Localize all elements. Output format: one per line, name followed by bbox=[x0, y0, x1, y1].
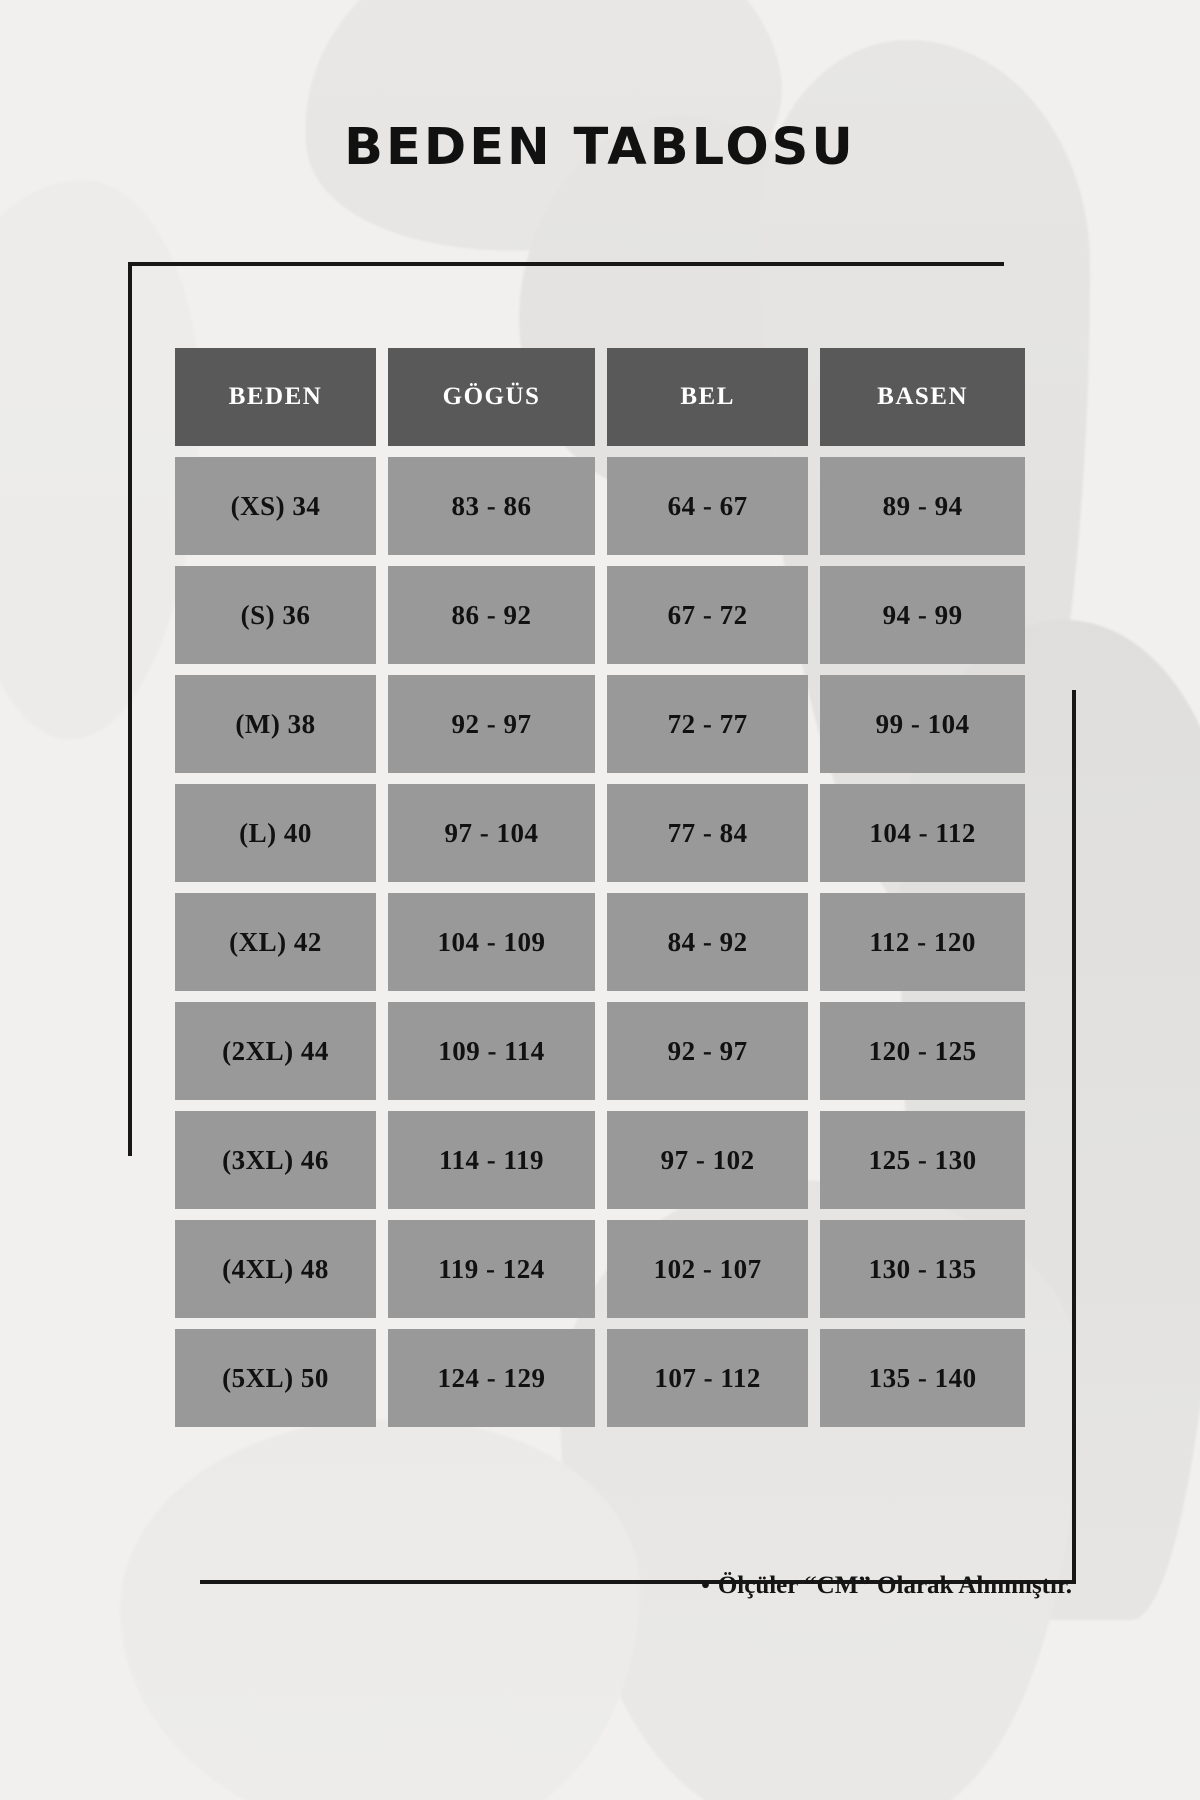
cell-chest: 119 - 124 bbox=[388, 1220, 595, 1318]
cell-waist: 64 - 67 bbox=[607, 457, 808, 555]
cell-waist: 97 - 102 bbox=[607, 1111, 808, 1209]
cell-size: (L) 40 bbox=[175, 784, 376, 882]
cell-hip: 120 - 125 bbox=[820, 1002, 1025, 1100]
table-row bbox=[175, 675, 1025, 773]
cell-waist: 67 - 72 bbox=[607, 566, 808, 664]
cell-chest: 124 - 129 bbox=[388, 1329, 595, 1427]
table-body bbox=[175, 457, 1025, 1427]
cell-waist: 107 - 112 bbox=[607, 1329, 808, 1427]
cell-hip: 130 - 135 bbox=[820, 1220, 1025, 1318]
column-header-basen: BASEN bbox=[820, 348, 1025, 446]
table-row bbox=[175, 893, 1025, 991]
cell-hip: 94 - 99 bbox=[820, 566, 1025, 664]
cell-hip: 99 - 104 bbox=[820, 675, 1025, 773]
table-row bbox=[175, 457, 1025, 555]
size-table-container bbox=[163, 337, 1037, 1438]
table-header-row bbox=[175, 348, 1025, 446]
cell-hip: 89 - 94 bbox=[820, 457, 1025, 555]
cell-hip: 135 - 140 bbox=[820, 1329, 1025, 1427]
table-row bbox=[175, 1220, 1025, 1318]
cell-size: (3XL) 46 bbox=[175, 1111, 376, 1209]
column-header-gogus: GÖGÜS bbox=[388, 348, 595, 446]
cell-size: (2XL) 44 bbox=[175, 1002, 376, 1100]
cell-waist: 77 - 84 bbox=[607, 784, 808, 882]
table-row bbox=[175, 1329, 1025, 1427]
table-header bbox=[175, 348, 1025, 446]
cell-waist: 102 - 107 bbox=[607, 1220, 808, 1318]
cell-size: (4XL) 48 bbox=[175, 1220, 376, 1318]
cell-chest: 97 - 104 bbox=[388, 784, 595, 882]
table-row bbox=[175, 1002, 1025, 1100]
table-row bbox=[175, 566, 1025, 664]
cell-waist: 92 - 97 bbox=[607, 1002, 808, 1100]
cell-waist: 84 - 92 bbox=[607, 893, 808, 991]
cell-waist: 72 - 77 bbox=[607, 675, 808, 773]
cell-chest: 86 - 92 bbox=[388, 566, 595, 664]
cell-size: (S) 36 bbox=[175, 566, 376, 664]
size-table bbox=[163, 337, 1037, 1438]
cell-chest: 109 - 114 bbox=[388, 1002, 595, 1100]
table-row bbox=[175, 784, 1025, 882]
cell-chest: 83 - 86 bbox=[388, 457, 595, 555]
footnote bbox=[0, 1572, 1072, 1600]
column-header-bel: BEL bbox=[607, 348, 808, 446]
cell-chest: 114 - 119 bbox=[388, 1111, 595, 1209]
cell-hip: 104 - 112 bbox=[820, 784, 1025, 882]
table-row bbox=[175, 1111, 1025, 1209]
cell-size: (XS) 34 bbox=[175, 457, 376, 555]
column-header-beden: BEDEN bbox=[175, 348, 376, 446]
bullet-icon: • bbox=[701, 1572, 710, 1599]
footnote-text: Ölçüler “CM” Olarak Alınmıştır. bbox=[717, 1572, 1072, 1599]
cell-size: (5XL) 50 bbox=[175, 1329, 376, 1427]
cell-size: (M) 38 bbox=[175, 675, 376, 773]
cell-chest: 104 - 109 bbox=[388, 893, 595, 991]
cell-hip: 125 - 130 bbox=[820, 1111, 1025, 1209]
page-title: BEDEN TABLOSU bbox=[344, 118, 856, 177]
cell-hip: 112 - 120 bbox=[820, 893, 1025, 991]
cell-chest: 92 - 97 bbox=[388, 675, 595, 773]
cell-size: (XL) 42 bbox=[175, 893, 376, 991]
